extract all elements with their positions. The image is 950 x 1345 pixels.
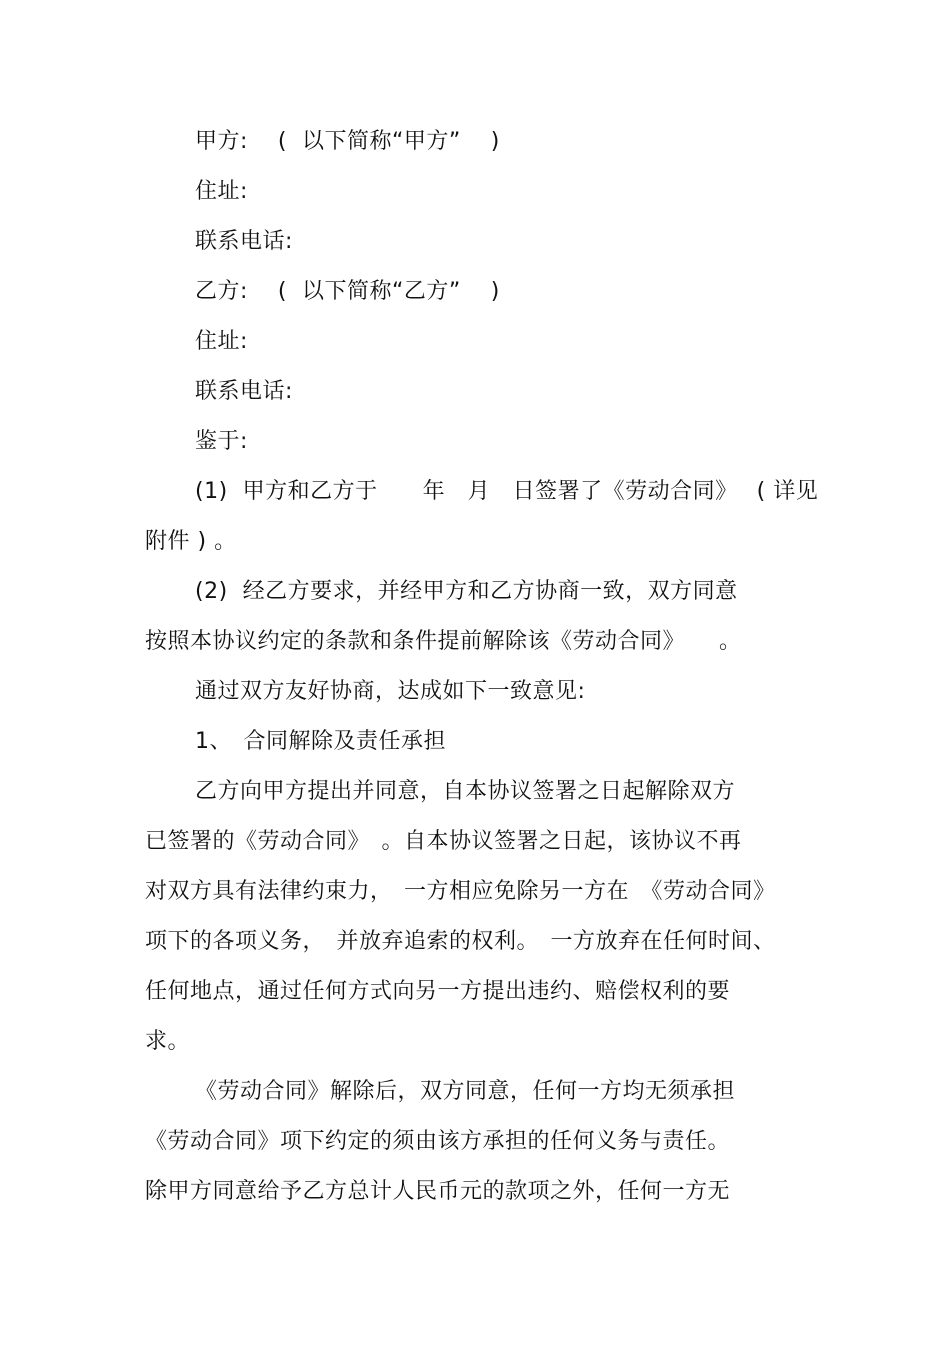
whereas-heading: 鉴于: — [195, 429, 248, 454]
paragraph-line: 按照本协议约定的条款和条件提前解除该《劳动合同》 。 — [145, 629, 742, 654]
party-a-line: 甲方: ( 以下简称“甲方” ) — [195, 129, 500, 154]
paragraph-line: 求。 — [145, 1029, 191, 1054]
paragraph-line: 《劳动合同》项下约定的须由该方承担的任何义务与责任。 — [145, 1129, 731, 1154]
paragraph-line: 项下的各项义务， 并放弃追索的权利。 一方放弃在任何时间、 — [145, 929, 776, 954]
party-a-phone: 联系电话: — [195, 229, 293, 254]
paragraph-line: 任何地点，通过任何方式向另一方提出违约、赔偿权利的要 — [145, 979, 731, 1004]
party-b-address: 住址: — [195, 329, 248, 354]
paragraph-line: 乙方向甲方提出并同意，自本协议签署之日起解除双方 — [195, 779, 736, 804]
paragraph-line: 附件 ) 。 — [145, 529, 237, 554]
paragraph-line: 除甲方同意给予乙方总计人民币元的款项之外，任何一方无 — [145, 1179, 731, 1204]
paragraph-line: 通过双方友好协商，达成如下一致意见: — [195, 679, 586, 704]
party-b-line: 乙方: ( 以下简称“乙方” ) — [195, 279, 500, 304]
paragraph-line: (2) 经乙方要求，并经甲方和乙方协商一致，双方同意 — [195, 579, 738, 604]
section-heading: 1、 合同解除及责任承担 — [195, 729, 446, 754]
party-b-phone: 联系电话: — [195, 379, 293, 404]
paragraph-line: 对双方具有法律约束力， 一方相应免除另一方在 《劳动合同》 — [145, 879, 776, 904]
paragraph-line: 已签署的《劳动合同》 。自本协议签署之日起，该协议不再 — [145, 829, 742, 854]
paragraph-line: 《劳动合同》解除后，双方同意，任何一方均无须承担 — [195, 1079, 736, 1104]
paragraph-line: (1) 甲方和乙方于 年 月 日签署了《劳动合同》 ( 详见 — [195, 479, 819, 504]
party-a-address: 住址: — [195, 179, 248, 204]
